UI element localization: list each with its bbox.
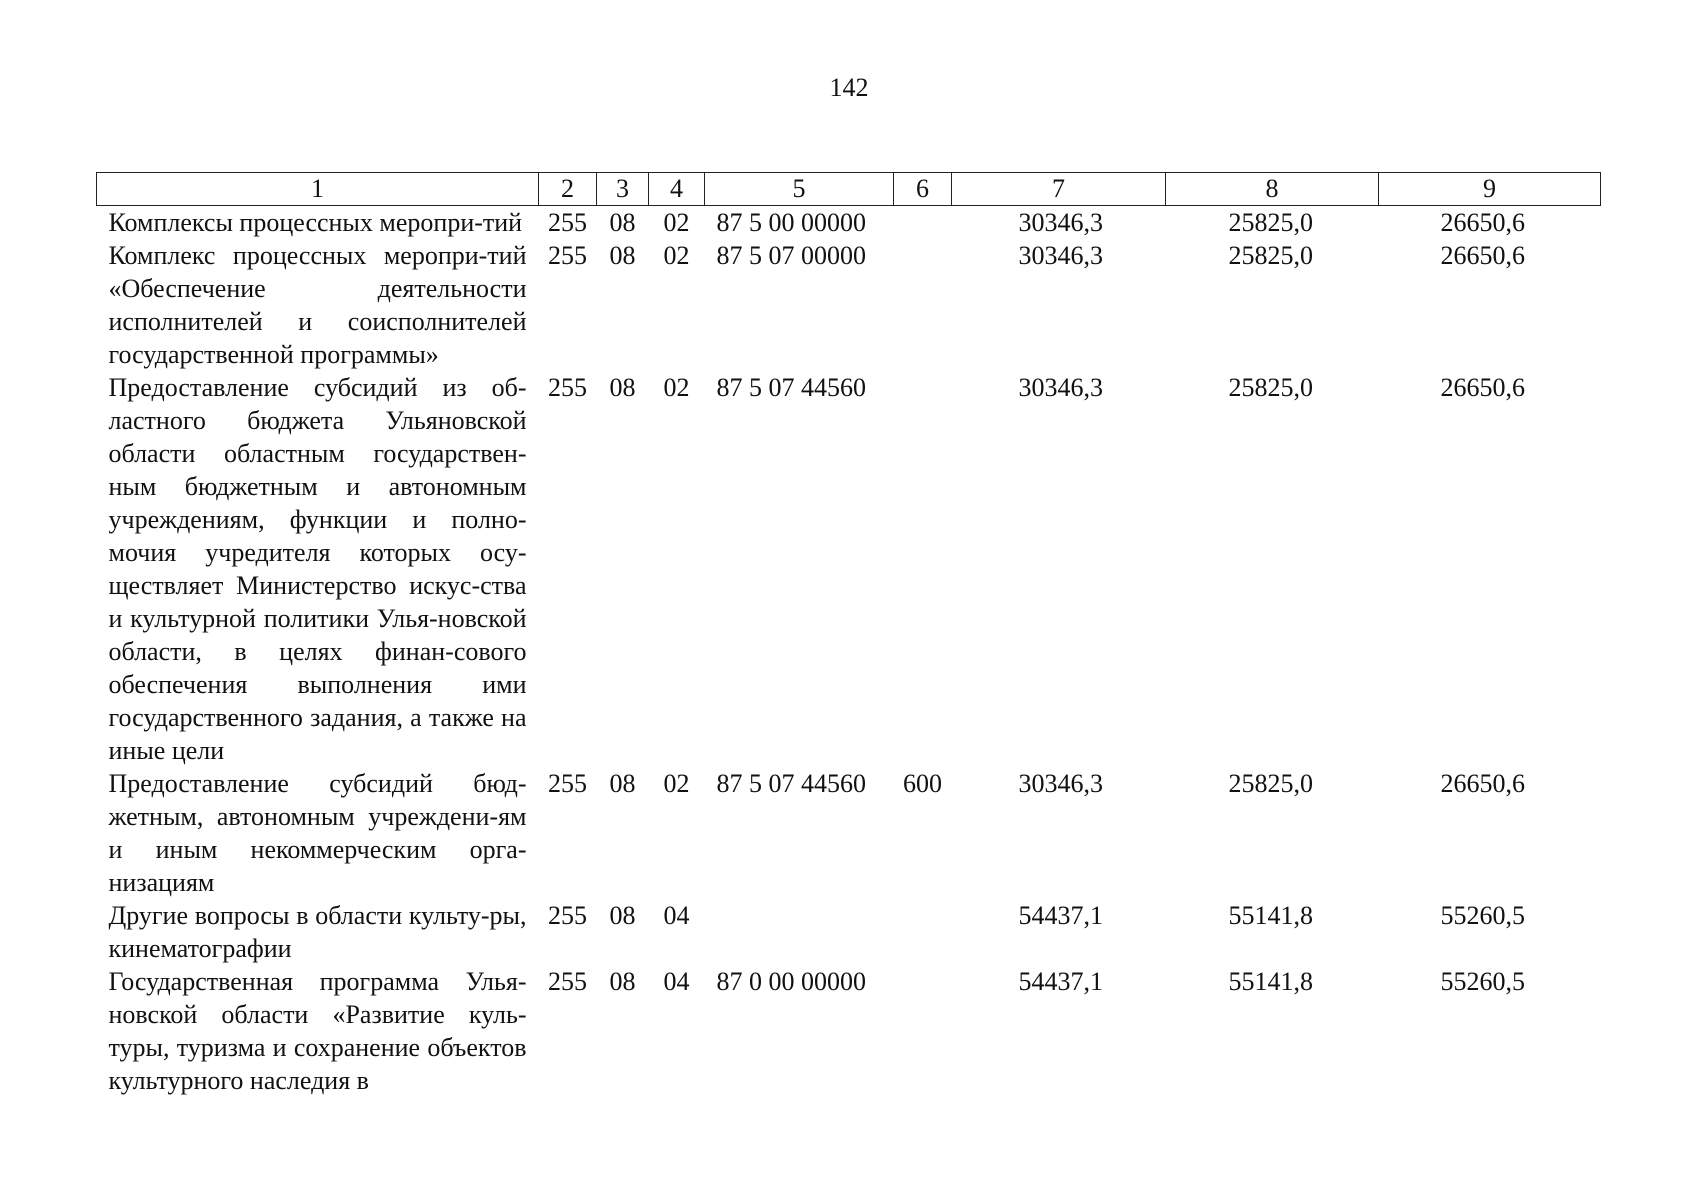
row-expense-type <box>894 965 952 1097</box>
row-amount-col-7: 54437,1 <box>1018 967 1103 996</box>
table-row <box>97 965 1601 1097</box>
row-expense-type: 600 <box>903 769 942 798</box>
row-subsection-code: 04 <box>663 901 690 930</box>
row-amount-col-8: 25825,0 <box>1228 208 1313 237</box>
row-expense-type <box>894 371 952 767</box>
table-row <box>97 206 1601 240</box>
budget-table <box>96 172 1601 1097</box>
row-amount-col-9: 55260,5 <box>1440 967 1525 996</box>
row-amount-col-7: 30346,3 <box>1018 373 1103 402</box>
row-amount-col-7: 30346,3 <box>1018 208 1103 237</box>
row-subsection-code: 02 <box>663 373 690 402</box>
row-admin-code: 255 <box>548 208 587 237</box>
row-description: Предоставление субсидий из об-ластного бюджета Ульяновской области областным государствен-ным бюджетным и автономным учреждениям, функции и полно-мочия учредителя которых осу-ществляет Министерство искус-ства и культурной политики Улья-новской области, в целях финан-сового обеспечения выполнения ими государственного задания, а также на иные цели <box>108 373 527 765</box>
row-admin-code: 255 <box>548 373 587 402</box>
row-admin-code: 255 <box>548 967 587 996</box>
row-expense-type <box>894 206 952 240</box>
row-admin-code: 255 <box>548 769 587 798</box>
row-amount-col-7: 54437,1 <box>1018 901 1103 930</box>
row-expense-type <box>894 239 952 371</box>
row-target-article <box>705 899 894 965</box>
header-col-9: 9 <box>1379 173 1601 206</box>
header-col-8: 8 <box>1166 173 1379 206</box>
row-amount-col-9: 55260,5 <box>1440 901 1525 930</box>
row-target-article: 87 5 07 44560 <box>716 769 866 798</box>
table-body <box>97 206 1601 1098</box>
row-description: Предоставление субсидий бюд-жетным, автономным учреждени-ям и иным некоммерческим орга-низациям <box>108 769 527 897</box>
row-description: Комплекс процессных меропри-тий «Обеспечение деятельности исполнителей и соисполнителей государственной программы» <box>108 241 527 369</box>
header-col-4: 4 <box>649 173 705 206</box>
row-description: Государственная программа Улья-новской области «Развитие куль-туры, туризма и сохранение объектов культурного наследия в <box>108 967 527 1095</box>
row-amount-col-8: 25825,0 <box>1228 241 1313 270</box>
row-expense-type <box>894 899 952 965</box>
header-row <box>97 173 1601 206</box>
row-target-article: 87 5 07 44560 <box>716 373 866 402</box>
row-subsection-code: 02 <box>663 241 690 270</box>
row-admin-code: 255 <box>548 241 587 270</box>
row-subsection-code: 02 <box>663 208 690 237</box>
header-col-3: 3 <box>597 173 649 206</box>
row-subsection-code: 02 <box>663 769 690 798</box>
header-col-6: 6 <box>894 173 952 206</box>
row-section-code: 08 <box>609 967 636 996</box>
row-section-code: 08 <box>609 901 636 930</box>
header-col-5: 5 <box>705 173 894 206</box>
row-amount-col-8: 25825,0 <box>1228 373 1313 402</box>
row-amount-col-9: 26650,6 <box>1440 208 1525 237</box>
row-section-code: 08 <box>609 373 636 402</box>
header-col-1: 1 <box>97 173 539 206</box>
row-amount-col-8: 25825,0 <box>1228 769 1313 798</box>
row-subsection-code: 04 <box>663 967 690 996</box>
row-amount-col-9: 26650,6 <box>1440 241 1525 270</box>
row-amount-col-8: 55141,8 <box>1228 967 1313 996</box>
table-row <box>97 371 1601 767</box>
row-description: Комплексы процессных меропри-тий <box>108 208 523 237</box>
table-header <box>97 173 1601 206</box>
row-amount-col-8: 55141,8 <box>1228 901 1313 930</box>
row-section-code: 08 <box>609 769 636 798</box>
header-col-2: 2 <box>539 173 597 206</box>
table-row <box>97 899 1601 965</box>
table-row <box>97 767 1601 899</box>
row-section-code: 08 <box>609 208 636 237</box>
row-amount-col-7: 30346,3 <box>1018 241 1103 270</box>
row-amount-col-9: 26650,6 <box>1440 373 1525 402</box>
row-description: Другие вопросы в области культу-ры, кинематографии <box>108 901 527 963</box>
header-col-7: 7 <box>952 173 1166 206</box>
row-target-article: 87 5 07 00000 <box>716 241 866 270</box>
row-target-article: 87 5 00 00000 <box>716 208 866 237</box>
row-admin-code: 255 <box>548 901 587 930</box>
row-amount-col-7: 30346,3 <box>1018 769 1103 798</box>
row-target-article: 87 0 00 00000 <box>716 967 866 996</box>
row-section-code: 08 <box>609 241 636 270</box>
table-row <box>97 239 1601 371</box>
row-amount-col-9: 26650,6 <box>1440 769 1525 798</box>
page-number: 142 <box>829 73 869 102</box>
